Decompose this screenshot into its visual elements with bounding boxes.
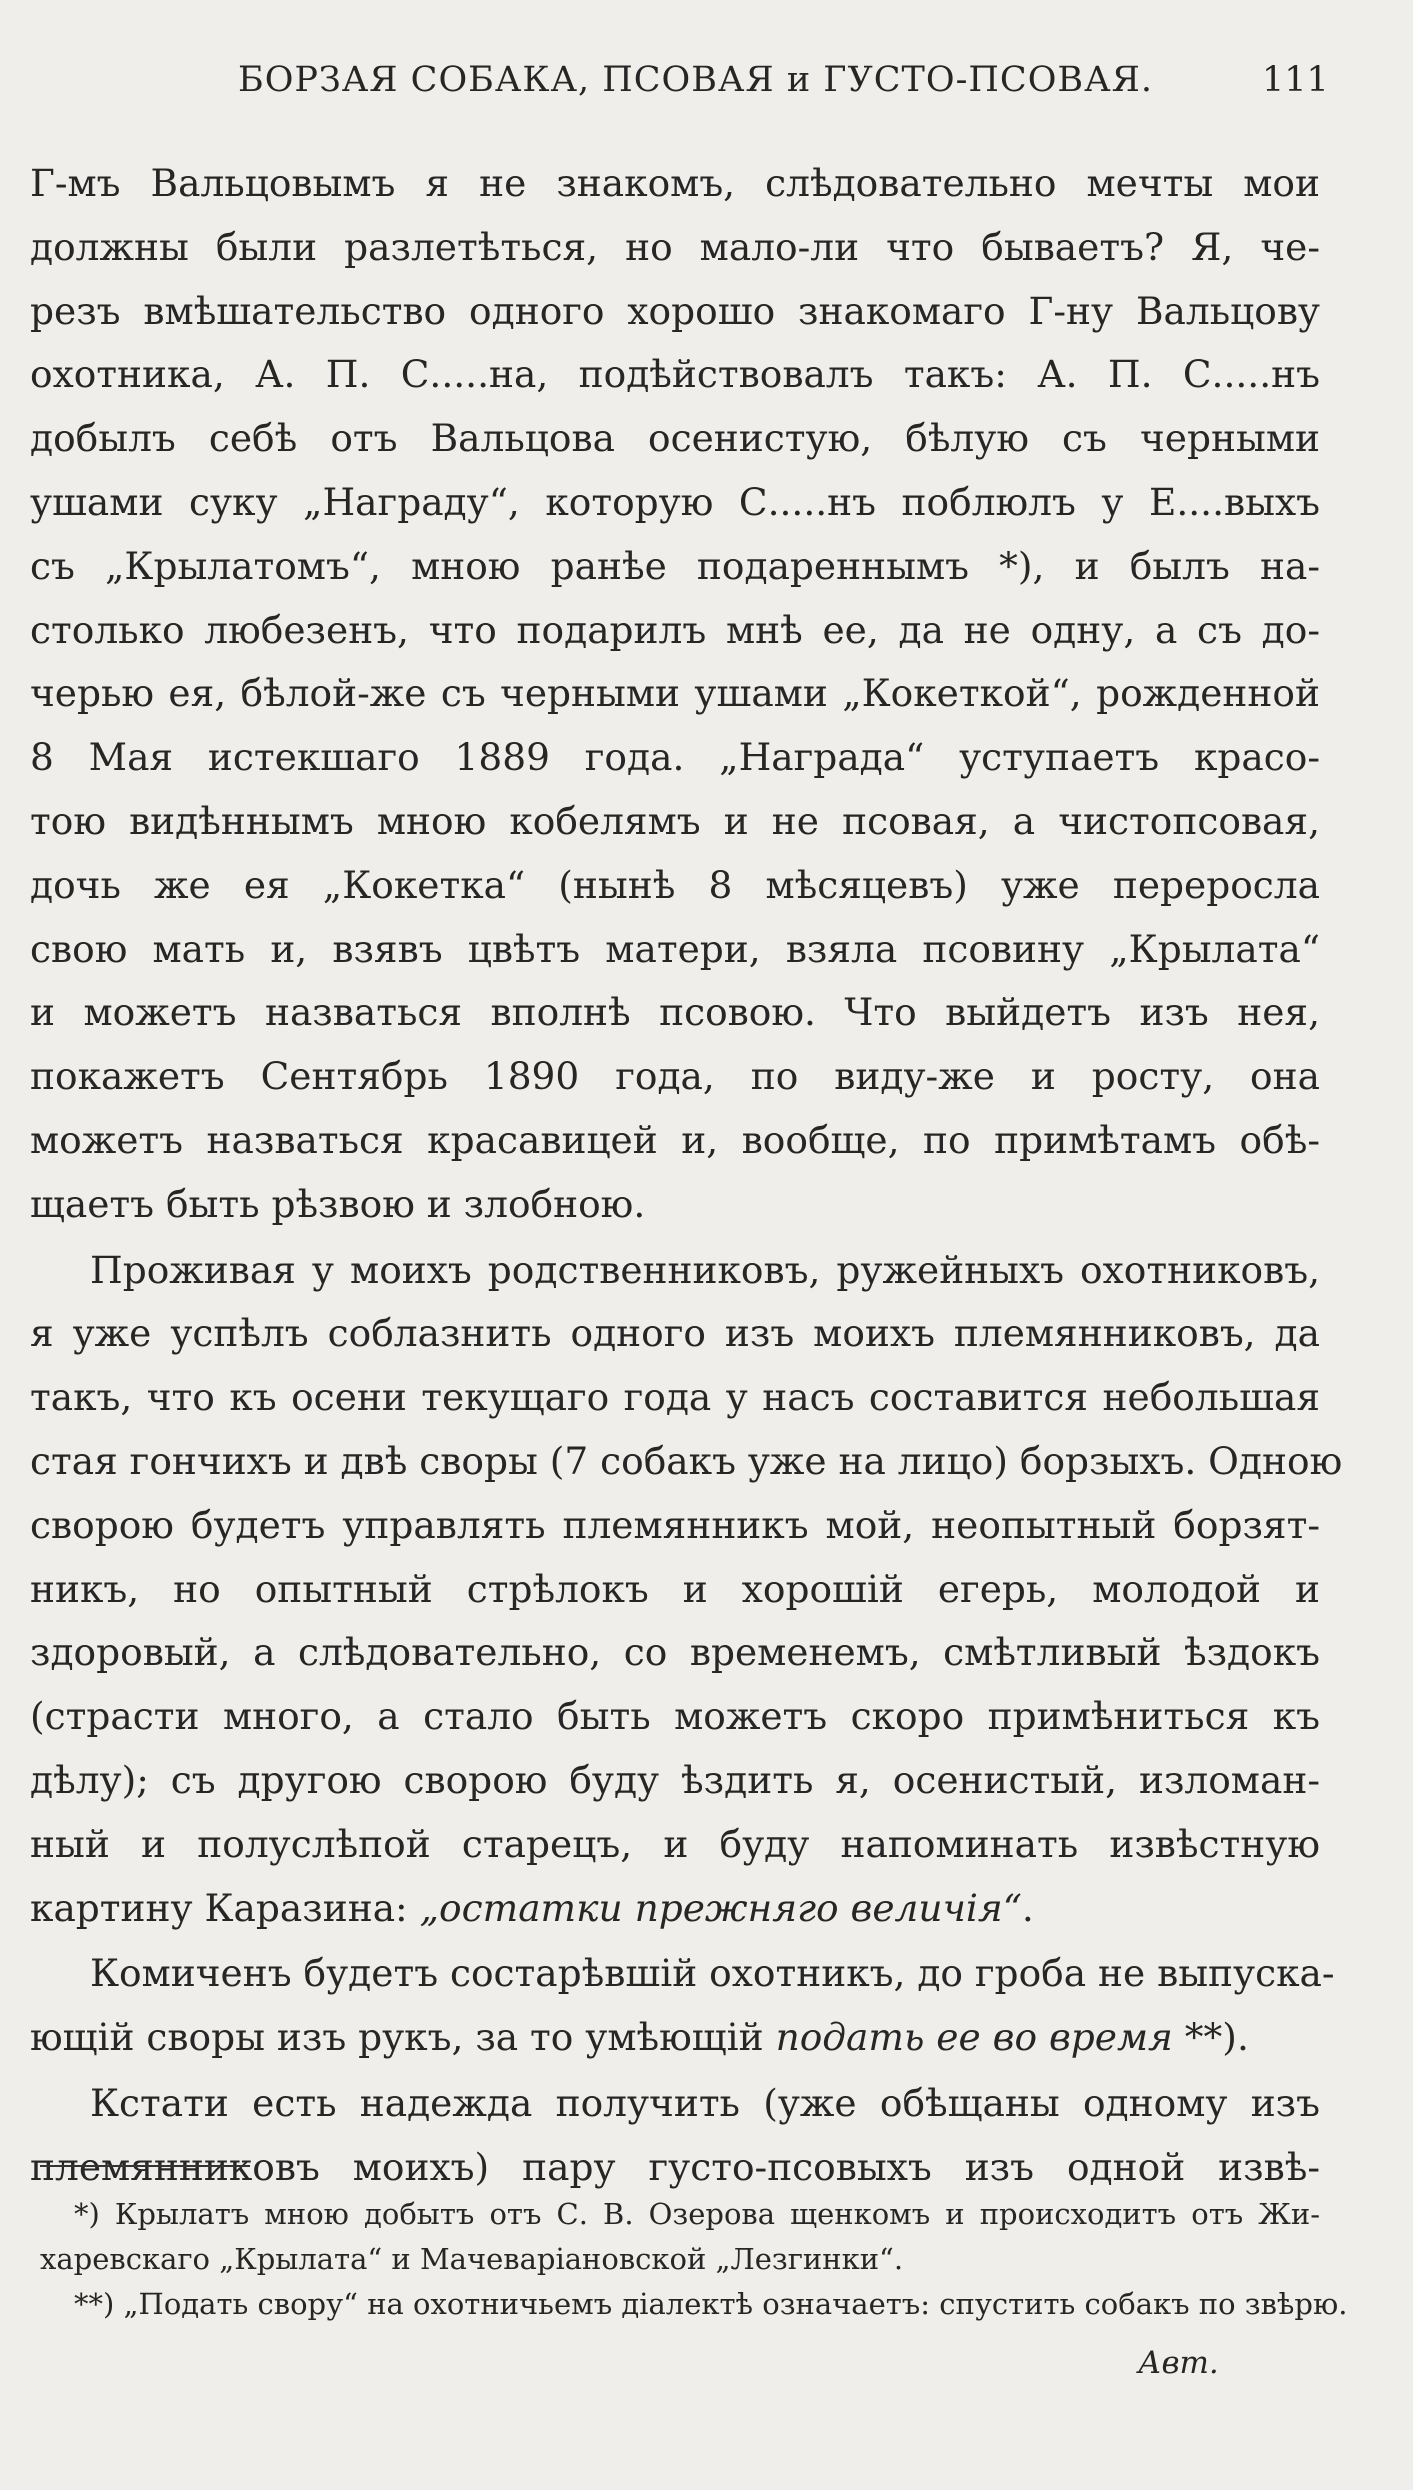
footnotes <box>40 2192 1348 2327</box>
text-line: и можетъ назваться вполнѣ псовою. Что выйдетъ изъ нея, <box>30 990 1320 1035</box>
text-line: стая гончихъ и двѣ своры (7 собакъ уже на лицо) борзыхъ. Одною <box>30 1438 1343 1483</box>
text-line: дѣлу); съ другою сворою буду ѣздить я, осенистый, изломан- <box>30 1757 1320 1802</box>
footnote-divider <box>40 2165 250 2167</box>
text-line: Г-мъ Вальцовымъ я не знакомъ, слѣдовательно мечты мои <box>30 161 1320 205</box>
header-title: БОРЗАЯ СОБАКА, ПСОВАЯ и ГУСТО-ПСОВАЯ. <box>238 60 1154 100</box>
text-line: охотника, А. П. С.....на, подѣйствовалъ такъ: А. П. С.....нъ <box>30 352 1320 397</box>
text-line: здоровый, а слѣдовательно, со временемъ, смѣтливый ѣздокъ <box>30 1630 1320 1675</box>
text-line: можетъ назваться красавицей и, вообще, по примѣтамъ обѣ- <box>30 1117 1320 1162</box>
text-line: должны были разлетѣться, но мало-ли что бываетъ? Я, че- <box>30 224 1320 269</box>
text-line: дочь же ея „Кокетка“ (нынѣ 8 мѣсяцевъ) уже переросла <box>30 862 1320 907</box>
footnote-1-cont: харевскаго „Крылата“ и Мачеваріановской „Лезгинки“. <box>40 2242 904 2276</box>
text-line: добылъ себѣ отъ Вальцова осенистую, бѣлую съ черными <box>30 416 1320 461</box>
text-line: я уже успѣлъ соблазнить одного изъ моихъ племянниковъ, да <box>30 1311 1320 1356</box>
text-line: (страсти много, а стало быть можетъ скоро примѣниться къ <box>30 1694 1320 1739</box>
page-number: 111 <box>1262 60 1329 100</box>
text-line <box>30 1877 1320 1941</box>
paragraph-start: Кстати есть надежда получить (уже обѣщаны одному изъ <box>90 2080 1320 2125</box>
author-signature: Авт. <box>1138 2345 1219 2381</box>
podat-suffix: **). <box>1172 2015 1249 2060</box>
footnote-2: **) „Подать свору“ на охотничьемъ діалектѣ означаетъ: спустить собакъ по звѣрю. <box>74 2287 1348 2321</box>
podat-prefix: ющій своры изъ рукъ, за то умѣющій <box>30 2015 776 2060</box>
text-line: сворою будетъ управлять племянникъ мой, неопытный борзят- <box>30 1502 1320 1547</box>
paragraph-start: Проживая у моихъ родственниковъ, ружейныхъ охотниковъ, <box>90 1247 1320 1292</box>
text-line: покажетъ Сентябрь 1890 года, по виду-же и росту, она <box>30 1054 1320 1099</box>
karazin-quote: „остатки прежняго величія“ <box>419 1885 1022 1930</box>
text-line: съ „Крылатомъ“, мною ранѣе подареннымъ *), и былъ на- <box>30 543 1320 588</box>
text-line: черью ея, бѣлой-же съ черными ушами „Кокеткой“, рожденной <box>30 671 1320 716</box>
text-line: никъ, но опытный стрѣлокъ и хорошій егерь, молодой и <box>30 1566 1320 1611</box>
karazin-prefix: картину Каразина: <box>30 1885 420 1930</box>
footnote-1: *) Крылатъ мною добытъ отъ С. В. Озерова щенкомъ и происходитъ отъ Жи- <box>74 2197 1320 2231</box>
podat-italic: подать ее во время <box>775 2015 1173 2060</box>
body-text <box>30 152 1343 2200</box>
text-line: тою видѣннымъ мною кобелямъ и не псовая, а чистопсовая, <box>30 798 1320 843</box>
paragraph-start: Комиченъ будетъ состарѣвшій охотникъ, до гроба не выпуска- <box>90 1951 1335 1996</box>
text-line: 8 Мая истекшаго 1889 года. „Награда“ уступаетъ красо- <box>30 735 1320 780</box>
text-line: ный и полуслѣпой старецъ, и буду напоминать извѣстную <box>30 1821 1320 1866</box>
text-line: резъ вмѣшательство одного хорошо знакомаго Г-ну Вальцову <box>30 288 1320 333</box>
text-line: племянниковъ моихъ) пару густо-псовыхъ изъ одной извѣ- <box>30 2144 1320 2189</box>
text-line: свою мать и, взявъ цвѣтъ матери, взяла псовину „Крылата“ <box>30 926 1320 971</box>
text-line <box>30 2006 1320 2070</box>
text-line: щаетъ быть рѣзвою и злобною. <box>30 1181 646 1226</box>
karazin-suffix: . <box>1021 1885 1034 1930</box>
text-line: столько любезенъ, что подарилъ мнѣ ее, да не одну, а съ до- <box>30 607 1320 652</box>
text-line: ушами суку „Награду“, которую С.....нъ поблюлъ у Е....выхъ <box>30 479 1320 524</box>
running-header <box>0 60 1413 110</box>
text-line: такъ, что къ осени текущаго года у насъ составится небольшая <box>30 1375 1320 1420</box>
